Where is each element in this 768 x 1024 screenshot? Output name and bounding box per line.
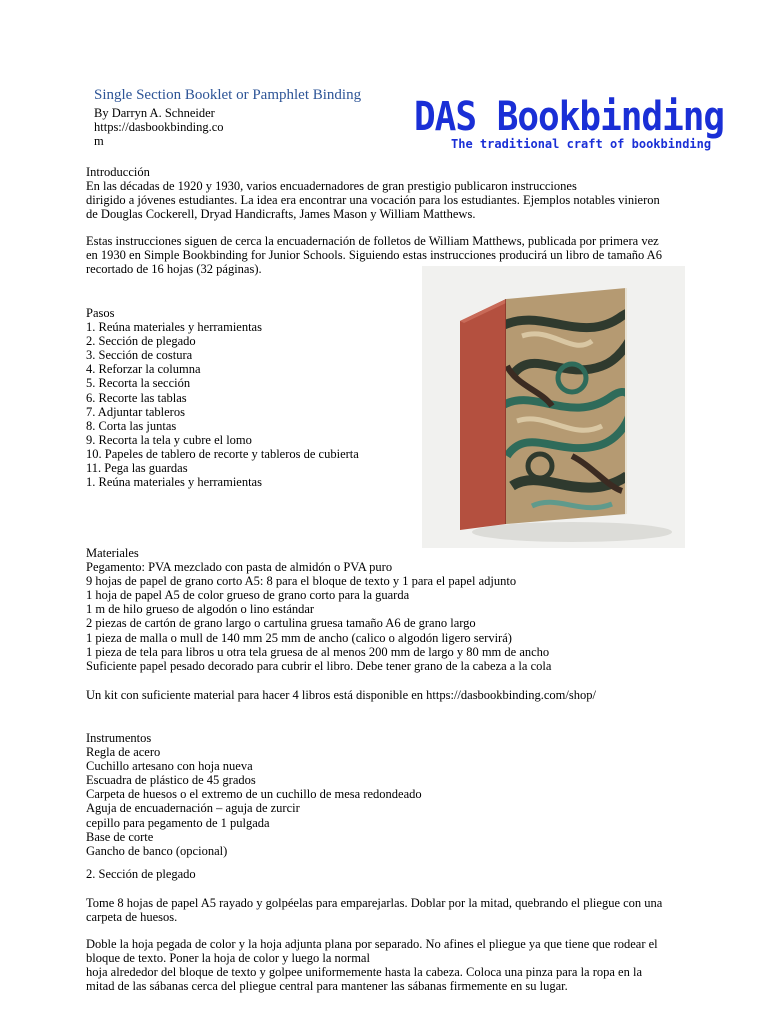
material-item: 1 m de hilo grueso de algodón o lino estándar (86, 602, 315, 617)
fold-paragraph (86, 896, 662, 924)
intro-heading: Introducción (86, 165, 150, 179)
materials-heading: Materiales (86, 546, 139, 560)
step-item: 2. Sección de plegado (86, 334, 196, 349)
step-item: 1. Reúna materiales y herramientas (86, 320, 262, 335)
instruments-list (86, 731, 422, 858)
bookbinding-photo (422, 266, 685, 548)
text-line: En las décadas de 1920 y 1930, varios encuadernadores de gran prestigio publicaron instrucciones (86, 179, 577, 194)
text-line: Doble la hoja pegada de color y la hoja adjunta plana por separado. No afines el pliegue ya que tiene que rodear el (86, 937, 658, 951)
material-item: Suficiente papel pesado decorado para cubrir el libro. Debe tener grano de la cabeza a la cola (86, 658, 552, 673)
materials-list (86, 546, 551, 673)
url-line-continued: m (94, 134, 104, 148)
text-line: hoja alrededor del bloque de texto y golpee uniformemente hasta la cabeza. Coloca una pinza para la ropa en la (86, 965, 643, 980)
step-item: 8. Corta las juntas (86, 418, 177, 433)
kit-line: Un kit con suficiente material para hacer 4 libros está disponible en https://dasbookbinding.com/shop/ (86, 688, 596, 702)
text-line: de Douglas Cockerell, Dryad Handicrafts, James Mason y William Matthews. (86, 207, 476, 222)
text-line: dirigido a jóvenes estudiantes. La idea era encontrar una vocación para los estudiantes. Ejemplos notables vinieron (86, 193, 660, 208)
das-bookbinding-logo (414, 94, 725, 151)
text-line: bloque de texto. Poner la hoja de color y luego la normal (86, 951, 370, 966)
step-item: 1. Reúna materiales y herramientas (86, 475, 262, 490)
step-item: 10. Papeles de tablero de recorte y tableros de cubierta (86, 446, 359, 461)
intro-paragraph (86, 165, 660, 221)
material-item: 1 hoja de papel A5 de color grueso de grano corto para la guarda (86, 588, 410, 603)
instrument-item: Cuchillo artesano con hoja nueva (86, 759, 253, 774)
step-item: 5. Recorta la sección (86, 376, 191, 391)
section-2-heading: 2. Sección de plegado (86, 867, 196, 881)
fold-paragraph-2 (86, 937, 658, 993)
instrument-item: Base de corte (86, 829, 154, 844)
document-title: Single Section Booklet or Pamphlet Binding (94, 87, 362, 103)
material-item: 1 pieza de malla o mull de 140 mm 25 mm de ancho (calico o algodón ligero servirá) (86, 630, 512, 645)
author-line: By Darryn A. Schneider (94, 106, 215, 120)
author-block (94, 106, 224, 148)
material-item: Pegamento: PVA mezclado con pasta de almidón o PVA puro (86, 560, 393, 575)
kit-paragraph (86, 688, 596, 702)
step-item: 11. Pega las guardas (86, 461, 188, 476)
logo-subtitle: The traditional craft of bookbinding (451, 137, 712, 151)
material-item: 1 pieza de tela para libros u otra tela gruesa de al menos 200 mm de largo y 80 mm de ancho (86, 644, 550, 659)
instruments-heading: Instrumentos (86, 731, 152, 745)
steps-list (86, 306, 359, 489)
step-item: 9. Recorta la tela y cubre el lomo (86, 432, 252, 447)
step-item: 3. Sección de costura (86, 348, 193, 363)
instrument-item: Aguja de encuadernación – aguja de zurcir (86, 801, 300, 816)
instrument-item: Carpeta de huesos o el extremo de un cuchillo de mesa redondeado (86, 787, 422, 802)
text-line: en 1930 en Simple Bookbinding for Junior Schools. Siguiendo estas instrucciones producirá un libro de tamaño A6 (86, 248, 662, 263)
step-item: 6. Recorte las tablas (86, 390, 187, 405)
step-item: 7. Adjuntar tableros (86, 404, 185, 419)
text-line: mitad de las sábanas cerca del pliegue central para mantener las sábanas firmemente en su lugar. (86, 979, 568, 994)
step-item: 4. Reforzar la columna (86, 362, 201, 377)
url-line: https://dasbookbinding.co (94, 120, 224, 134)
material-item: 9 hojas de papel de grano corto A5: 8 para el bloque de texto y 1 para el papel adjunto (86, 574, 517, 589)
bound-book-image (422, 266, 685, 548)
instrument-item: cepillo para pegamento de 1 pulgada (86, 815, 270, 830)
text-line: Tome 8 hojas de papel A5 rayado y golpéelas para emparejarlas. Doblar por la mitad, quebrando el pliegue con una (86, 896, 663, 910)
instrument-item: Escuadra de plástico de 45 grados (86, 773, 256, 788)
steps-heading: Pasos (86, 306, 115, 320)
instrument-item: Regla de acero (86, 745, 161, 760)
text-line: recortado de 16 hojas (32 páginas). (86, 262, 262, 277)
text-line: Estas instrucciones siguen de cerca la encuadernación de folletos de William Matthews, publicada por primera vez (86, 234, 659, 248)
text-line: carpeta de huesos. (86, 910, 178, 925)
instrument-item: Gancho de banco (opcional) (86, 843, 228, 858)
logo-title: DAS Bookbinding (414, 94, 725, 140)
material-item: 2 piezas de cartón de grano largo o cartulina gruesa tamaño A6 de grano largo (86, 616, 476, 631)
